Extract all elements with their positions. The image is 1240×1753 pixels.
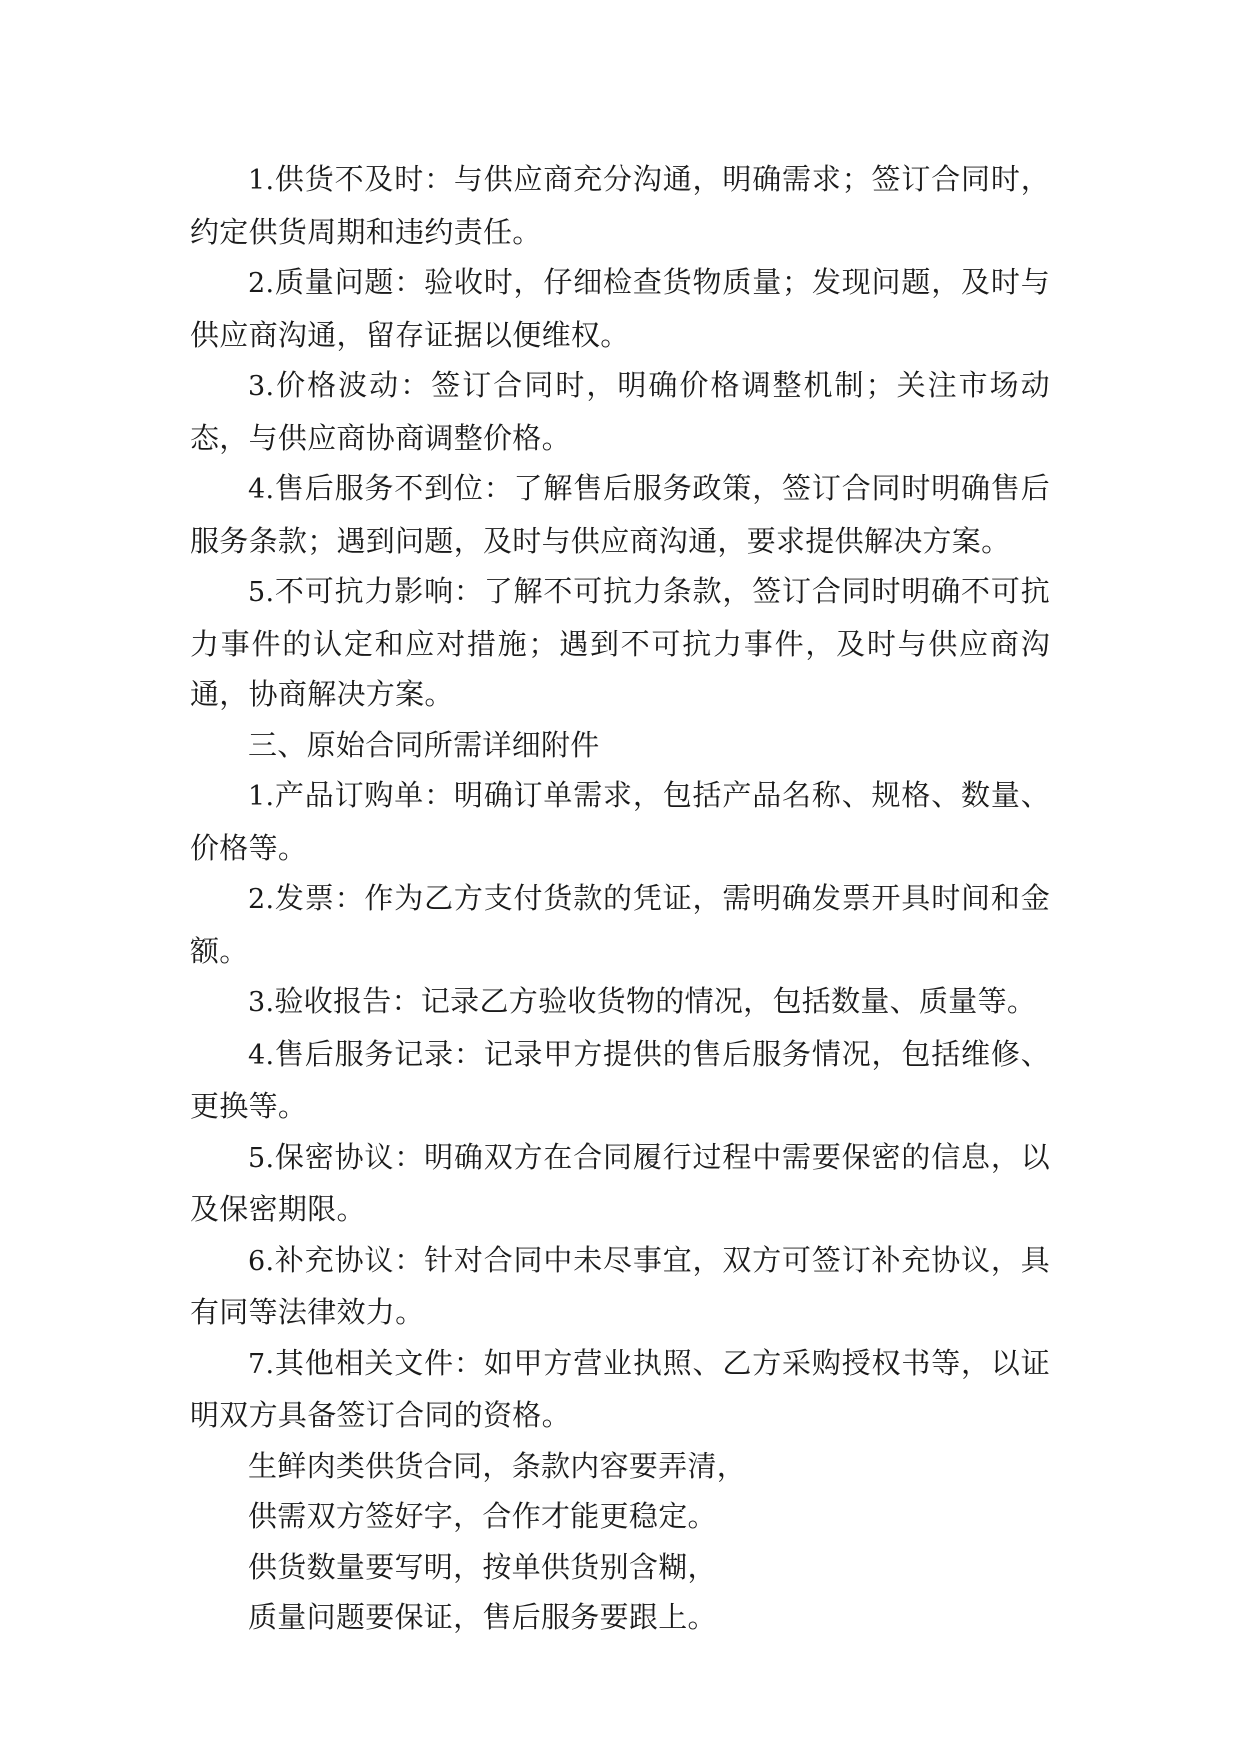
- paragraph-text: 价格波动：签订合同时，明确价格调整机制；关注市场动态，与供应商协商调整价格。: [190, 368, 1050, 455]
- paragraph-item: [190, 257, 1050, 360]
- paragraph-item: [190, 360, 1050, 463]
- paragraph-item: [190, 463, 1050, 566]
- paragraph-text: 供货不及时：与供应商充分沟通，明确需求；签订合同时，约定供货周期和违约责任。: [190, 162, 1050, 249]
- paragraph-item: [190, 154, 1050, 257]
- paragraph-item: [190, 770, 1050, 873]
- item-number: 1.: [248, 165, 275, 196]
- paragraph-item: [190, 873, 1050, 976]
- item-number: 3.: [248, 987, 275, 1018]
- item-number: 5.: [248, 1142, 275, 1174]
- item-number: 5.: [248, 577, 275, 608]
- paragraph-item: [190, 1338, 1050, 1441]
- paragraph-item: [190, 566, 1050, 720]
- paragraph-text: 售后服务记录：记录甲方提供的售后服务情况，包括维修、更换等。: [190, 1036, 1050, 1123]
- item-number: 1.: [248, 781, 275, 812]
- section-heading-text: 三、原始合同所需详细附件: [248, 727, 600, 762]
- paragraph-text: 验收报告：记录乙方验收货物的情况，包括数量、质量等。: [274, 984, 1037, 1018]
- item-number: 7.: [248, 1348, 275, 1380]
- item-number: 4.: [248, 1039, 275, 1071]
- section-heading: [190, 720, 1050, 771]
- verse-line: 供需双方签好字，合作才能更稳定。: [248, 1499, 717, 1533]
- item-number: 3.: [248, 371, 275, 402]
- paragraph-text: 发票：作为乙方支付货款的凭证，需明确发票开具时间和金额。: [190, 881, 1050, 968]
- paragraph-text: 补充协议：针对合同中未尽事宜，双方可签订补充协议，具有同等法律效力。: [190, 1242, 1050, 1329]
- verse-line: 生鲜肉类供货合同，条款内容要弄清，: [248, 1448, 747, 1483]
- item-number: 4.: [248, 474, 275, 505]
- paragraph-text: 质量问题：验收时，仔细检查货物质量；发现问题，及时与供应商沟通，留存证据以便维权。: [190, 265, 1050, 352]
- paragraph-text: 不可抗力影响：了解不可抗力条款，签订合同时明确不可抗力事件的认定和应对措施；遇到不可抗力事件，及时与供应商沟通，协商解决方案。: [190, 574, 1050, 711]
- paragraph-item: [190, 976, 1050, 1029]
- item-number: 2.: [248, 268, 275, 299]
- paragraph-text: 保密协议：明确双方在合同履行过程中需要保密的信息，以及保密期限。: [190, 1139, 1050, 1226]
- paragraph-text: 产品订购单：明确订单需求，包括产品名称、规格、数量、价格等。: [190, 778, 1050, 865]
- verse-line: 供货数量要写明，按单供货别含糊，: [248, 1549, 717, 1584]
- verse-line: 质量问题要保证，售后服务要跟上。: [248, 1600, 717, 1634]
- paragraph-text: 售后服务不到位：了解售后服务政策，签订合同时明确售后服务条款；遇到问题，及时与供应商沟通，要求提供解决方案。: [190, 471, 1050, 558]
- item-number: 2.: [248, 884, 275, 915]
- paragraph-item: [190, 1132, 1050, 1235]
- item-number: 6.: [248, 1245, 275, 1277]
- paragraph-item: [190, 1235, 1050, 1338]
- paragraph-item: [190, 1029, 1050, 1132]
- paragraph-text: 其他相关文件：如甲方营业执照、乙方采购授权书等，以证明双方具备签订合同的资格。: [190, 1345, 1050, 1432]
- document-body: [190, 154, 1050, 1643]
